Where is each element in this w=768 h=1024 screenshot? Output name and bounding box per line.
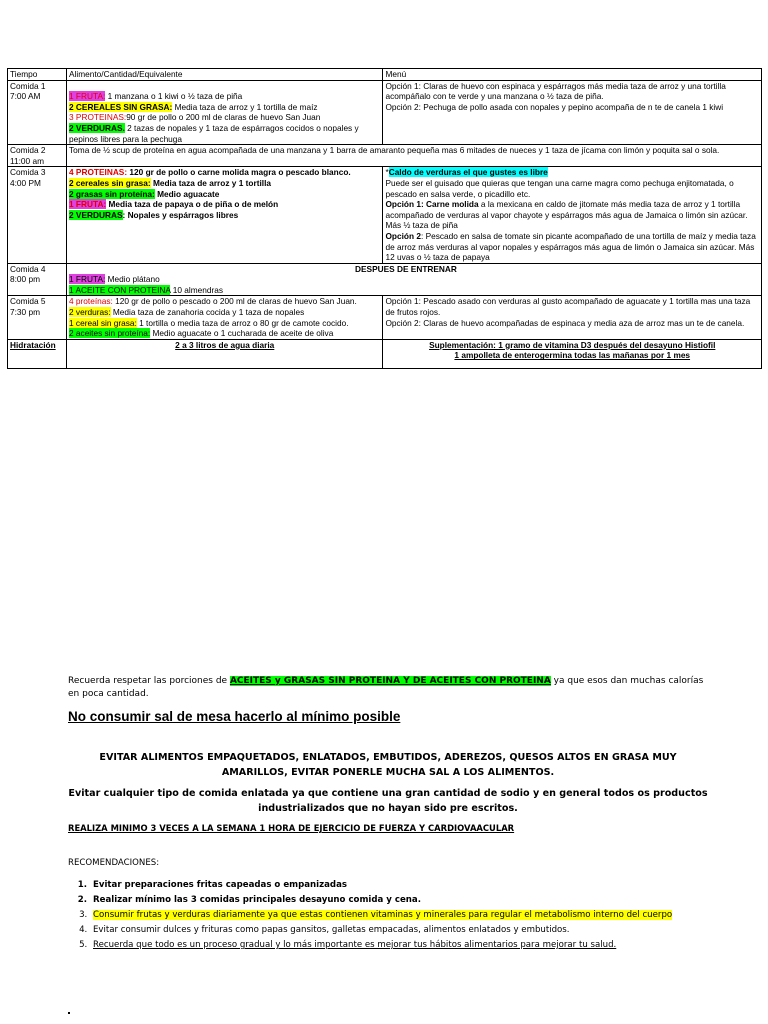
list-item: 4. Evitar consumir dulces y frituras como papas gansitos, galletas empacadas, alimentos enlatados y embutidos. xyxy=(90,923,708,938)
meal-time: 7:00 AM xyxy=(10,91,41,102)
aceite-text: 10 almendras xyxy=(170,284,224,295)
menu-cell xyxy=(383,80,762,145)
meal-name: Comida 5 xyxy=(10,296,46,307)
table-row-comida-2 xyxy=(8,145,762,167)
verduras-text: : Nopales y espárragos libres xyxy=(122,209,239,220)
cereal-text: 1 tortilla o media taza de arroz o 80 gr de camote cocido. xyxy=(136,317,349,328)
header-menu: Menú xyxy=(383,69,762,81)
list-item: 3. Consumir frutas y verduras diariamente ya que estas contienen vitaminas y minerales para regular el metabolismo interno del cuerpo xyxy=(90,908,708,923)
time-cell xyxy=(8,263,67,296)
grasas-tag: 2 grasas sin proteína: xyxy=(69,188,155,199)
suplementacion-line-2: 1 ampolleta de enterogermina todas las mañanas por 1 mes xyxy=(454,350,691,361)
suplementacion-cell xyxy=(383,339,762,368)
fruta-text: Medio plátano xyxy=(105,274,160,285)
caldo-star: * xyxy=(385,167,389,178)
header-alimento: Alimento/Cantidad/Equivalente xyxy=(67,69,383,81)
caldo-tag: Caldo de verduras el que gustes es libre xyxy=(388,167,548,178)
fruta-tag: 1 FRUTA: xyxy=(69,91,106,102)
verduras-tag: 2 VERDURAS xyxy=(69,209,123,220)
menu-option-1: Opción 1: Claras de huevo con espinaca y espárragos más media taza de arroz y una tortilla acompáñalo con te verde y una manzana o ½ taza de piña. xyxy=(385,80,726,102)
menu-option-2-text: : Pescado en salsa de tomate sin picante acompañado de una tortilla de maíz y media taza de arroz más verduras al vapor nopales y espárragos más agua de limón o Jamaica sin azúcar. Más 12 uvas o ½ taza de papaya xyxy=(385,230,756,263)
grasas-text: Medio aguacate xyxy=(154,188,220,199)
header-tiempo: Tiempo xyxy=(8,69,67,81)
table-row-comida-4 xyxy=(8,263,762,296)
aceite-tag: 1 ACEITE CON PROTEINA xyxy=(69,284,171,295)
proteinas-tag: 4 PROTEINAS: xyxy=(69,167,128,178)
table-header-row xyxy=(8,69,762,81)
food-cell xyxy=(67,80,383,145)
time-cell xyxy=(8,167,67,263)
list-item: 2. Realizar mínimo las 3 comidas principales desayuno comida y cena. xyxy=(90,893,708,908)
list-item: 5. Recuerda que todo es un proceso gradual y lo más importante es mejorar tus hábitos alimentarios para mejorar tu salud. xyxy=(90,938,708,953)
meal-name: Comida 4 xyxy=(10,263,46,274)
evitar-empaquetados: EVITAR ALIMENTOS EMPAQUETADOS, ENLATADOS, EMBUTIDOS, ADEREZOS, QUESOS ALTOS EN GRASA MUY AMARILLOS, EVITAR PONERLE MUCHA SAL A LOS ALIMENTOS. xyxy=(99,752,677,778)
verduras-text: 2 tazas de nopales y 1 taza de espárragos cocidos o nopales y pepinos libres para la pechuga xyxy=(69,122,359,144)
proteinas-tag: 4 proteínas: xyxy=(69,296,113,307)
table-row-comida-1 xyxy=(8,80,762,145)
proteinas-text: 120 gr de pollo o pescado o 200 ml de claras de huevo San Juan. xyxy=(112,296,357,307)
meal-time: 7:30 pm xyxy=(10,307,40,318)
cereales-text: Media taza de arroz y 1 tortilla xyxy=(150,177,271,188)
recomendaciones-title: RECOMENDACIONES: xyxy=(68,858,160,868)
porciones-highlight: ACEITES y GRASAS SIN PROTEINA Y DE ACEITES CON PROTEINA xyxy=(229,676,551,686)
menu-option-2: Opción 2: Claras de huevo acompañadas de espinaca y media aza de arroz mas un te de canela. xyxy=(385,317,745,328)
despues-entrenar-header: DESPUES DE ENTRENAR xyxy=(355,263,457,274)
cereales-tag: 2 CEREALES SIN GRASA: xyxy=(69,101,173,112)
recomendaciones-list xyxy=(68,878,708,953)
meal-name: Comida 1 xyxy=(10,80,46,91)
table-row-comida-5 xyxy=(8,296,762,339)
time-cell xyxy=(8,296,67,339)
menu-option-1-text: a la mexicana en caldo de jitomate más media taza de arroz y 1 tortilla acompañado de verduras al vapor chayote y espárragos más agua de Jamaica o limón sin azúcar. Más ½ taza de piña xyxy=(385,199,748,231)
food-cell xyxy=(67,296,383,339)
aceites-tag: 2 aceites sin proteína: xyxy=(69,328,151,339)
fruta-text: Media taza de papaya o de piña o de melón xyxy=(106,199,279,210)
caldo-text: Puede ser el guisado que quieras que tengan una carne magra como pechuga enjitomatada, o pescado en salsa verde, o picadillo etc. xyxy=(385,177,734,199)
cereales-text: Media taza de arroz y 1 tortilla de maíz xyxy=(172,101,318,112)
time-cell xyxy=(8,80,67,145)
porciones-note: Recuerda respetar las porciones de ACEITES y GRASAS SIN PROTEINA Y DE ACEITES CON PROTEINA ya que esos dan muchas calorías en poca cantidad. xyxy=(68,676,704,699)
meal-time: 4:00 PM xyxy=(10,177,41,188)
suplementacion-line-1: Suplementación: 1 gramo de vitamina D3 después del desayuno Histiofil xyxy=(429,339,716,350)
verduras-tag: 2 VERDURAS. xyxy=(69,122,125,133)
fruta-tag: 1 FRUTA: xyxy=(69,274,106,285)
meal-time: 8:00 pm xyxy=(10,274,40,285)
fruta-tag: 1 FRUTA: xyxy=(69,199,107,210)
menu-cell xyxy=(383,167,762,263)
aceites-text: Medio aguacate o 1 cucharada de aceite de oliva xyxy=(150,328,334,339)
verduras-tag: 2 verduras: xyxy=(69,307,111,318)
menu-option-1-tag: Opción 1: Carne molida xyxy=(385,199,479,210)
food-cell xyxy=(67,167,383,263)
hidratacion-label: Hidratación xyxy=(8,339,67,368)
table-row-comida-3 xyxy=(8,167,762,263)
cereal-tag: 1 cereal sin grasa: xyxy=(69,317,137,328)
hidratacion-amount: 2 a 3 litros de agua diaria xyxy=(67,339,383,368)
menu-cell xyxy=(383,296,762,339)
meal-plan-table xyxy=(7,68,762,369)
time-cell xyxy=(8,145,67,167)
table-row-hidratacion xyxy=(8,339,762,368)
menu-option-2-tag: Opción 2 xyxy=(385,230,421,241)
menu-option-1: Opción 1: Pescado asado con verduras al gusto acompañado de aguacate y 1 tortilla mas una taza de frutos rojos. xyxy=(385,296,751,318)
proteinas-tag: 3 PROTEINAS: xyxy=(69,112,127,123)
cereales-tag: 2 cereales sin grasa: xyxy=(69,177,151,188)
ejercicio-note: REALIZA MINIMO 3 VECES A LA SEMANA 1 HORA DE EJERCICIO DE FUERZA Y CARDIOVAACULAR xyxy=(68,823,515,833)
fruta-text: 1 manzana o 1 kiwi o ½ taza de piña xyxy=(105,91,243,102)
meal-name: Comida 2 xyxy=(10,145,46,156)
food-cell-merged xyxy=(67,263,762,296)
sal-warning: No consumir sal de mesa hacerlo al mínimo posible xyxy=(68,709,401,724)
stray-mark xyxy=(68,1012,70,1014)
meal-name: Comida 3 xyxy=(10,167,46,178)
proteinas-text: 90 gr de pollo o 200 ml de claras de huevo San Juan xyxy=(126,112,321,123)
verduras-text: Media taza de zanahoria cocida y 1 taza de nopales xyxy=(110,307,305,318)
food-cell-merged: Toma de ½ scup de proteína en agua acompañada de una manzana y 1 barra de amaranto pequeña mas 6 mitades de nueces y 1 taza de jícama con limón y poquita sal o sola. xyxy=(67,145,762,167)
proteinas-text: 120 gr de pollo o carne molida magra o pescado blanco. xyxy=(127,167,351,178)
meal-time: 11:00 am xyxy=(10,155,44,166)
evitar-enlatada: Evitar cualquier tipo de comida enlatada ya que contiene una gran cantidad de sodio y en general todos os productos industrializados que no hayan sido pre escritos. xyxy=(68,788,708,814)
list-item: 1. Evitar preparaciones fritas capeadas o empanizadas xyxy=(90,878,708,893)
menu-option-2: Opción 2: Pechuga de pollo asada con nopales y pepino acompaña de n te de canela 1 kiwi xyxy=(385,101,724,112)
recommendations-section xyxy=(68,675,708,953)
